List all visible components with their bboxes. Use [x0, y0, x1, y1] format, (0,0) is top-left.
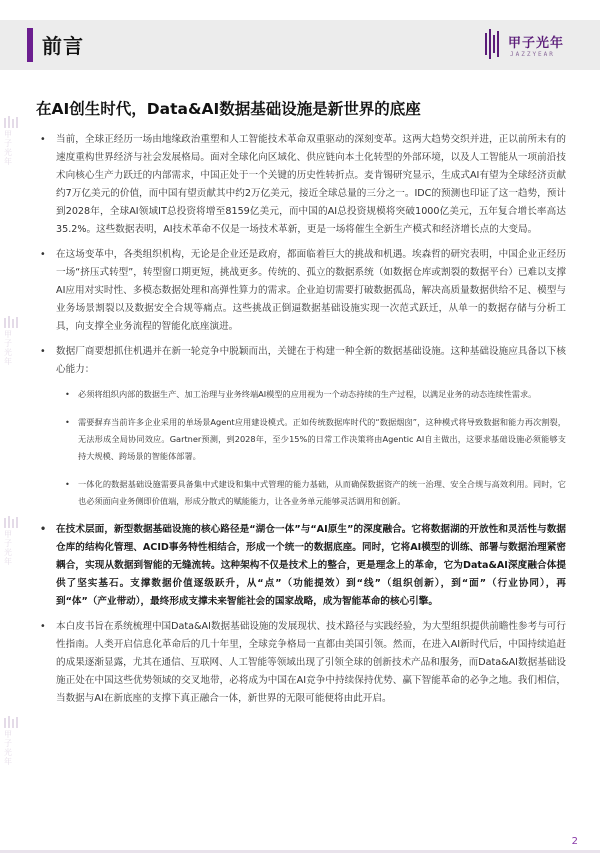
paragraph-text: 当前，全球正经历一场由地缘政治重塑和人工智能技术革命双重驱动的深刻变革。这两大趋势交织并进，正以前所未有的速度重构世界经济与社会发展格局。面对全球化向区域化、供应链向本土化转型的外部环境，以及人工智能从一项前沿技术向核心生产力跃迁的内部需求，中国正处于一个关键的历史性转折点。麦肯锡研究显示，生成式AI有望为全球经济贡献约7万亿美元的价值，而中国有望贡献其中约2万亿美元，接近全球总量的三分之一。IDC的预测也印证了这一趋势，预计到2028年，全球AI领域IT总投资将增至8159亿美元，而中国的AI总投资规模将突破1000亿美元，五年复合增长率高达35.2%。这些数据表明，AI技术革命不仅是一场技术革新，更是一场将催生全新生产模式和经济增长点的大变局。 — [56, 134, 566, 235]
bullet-marker: • — [40, 134, 46, 145]
side-watermark — [0, 730, 22, 770]
paragraph-text: 在这场变革中，各类组织机构，无论是企业还是政府，都面临着巨大的挑战和机遇。埃森哲的研究表明，中国企业正经历一场“挤压式转型”，转型窗口期更短，挑战更多。传统的、孤立的数据系统（如数据仓库或割裂的数据平台）已难以支撑AI应用对实时性、多模态数据处理和高弹性算力的需求。企业迫切需要打破数据孤岛，解决高质量数据供给不足、模型与业务场景割裂以及数据安全合规等痛点。这些挑战正倒逼数据基础设施实现一次范式跃迁，从单一的数据存储与分析工具，向支撑全业务流程的智能化底座演进。 — [56, 249, 566, 332]
page-title: 前言 — [42, 34, 84, 58]
sub-point-text: 必须将组织内部的数据生产、加工治理与业务终端AI模型的应用视为一个动态持续的生产过程，以满足业务的动态连续性需求。 — [78, 389, 537, 399]
watermark-text: 甲子光年 — [4, 530, 12, 566]
logo-text: 甲子光年 — [508, 36, 565, 51]
watermark-text: 甲子光年 — [4, 730, 12, 766]
sub-point-2 — [36, 414, 566, 465]
watermark-mark-icon — [3, 516, 19, 528]
watermark-text: 甲子光年 — [4, 130, 12, 166]
bullet-marker: • — [40, 346, 46, 357]
paragraph-text: 数据厂商要想抓住机遇并在新一轮竞争中脱颖而出，关键在于构建一种全新的数据基础设施。这种基础设施应具备以下核心能力： — [56, 346, 566, 375]
paragraph-1 — [36, 131, 566, 239]
sub-bullet-marker: • — [65, 389, 70, 399]
sub-bullet-marker: • — [65, 479, 70, 489]
sub-point-text: 一体化的数据基础设施需要具备集中式建设和集中式管理的能力基础，从而确保数据资产的统一治理、安全合规与高效利用。同时，它也必须面向业务侧即价值端，形成分散式的赋能能力，让各业务单元能够灵活调用和创新。 — [78, 479, 566, 506]
watermark-mark-icon — [3, 316, 19, 328]
watermark-mark-icon — [3, 716, 19, 728]
sub-bullet-marker: • — [65, 417, 70, 427]
side-watermark — [0, 130, 22, 170]
paragraph-technical — [36, 521, 566, 611]
watermark-mark-icon — [3, 116, 19, 128]
logo-mark-icon — [484, 29, 502, 59]
paragraph-2 — [36, 246, 566, 336]
bullet-marker: • — [40, 621, 46, 632]
paragraph-3 — [36, 343, 566, 379]
bullet-marker: • — [40, 524, 47, 535]
sub-point-1 — [36, 386, 566, 403]
sub-point-3 — [36, 476, 566, 510]
paragraph-closing — [36, 618, 566, 708]
watermark-text: 甲子光年 — [4, 330, 12, 366]
paragraph-text: 本白皮书旨在系统梳理中国Data&AI数据基础设施的发展现状、技术路径与实践经验，为大型组织提供前瞻性参考与可行性指南。人类开启信息化革命后的几十年里，全球竞争格局一直都由美国引领。然而，在进入AI新时代后，中国持续追赶的成果逐渐显露，尤其在通信、互联网、人工智能等领域出现了引领全球的创新技术产品和服务，而Data&AI数据基础设施正处在中国这些优势领域的交叉地带，必将成为中国在AI竞争中持续保持优势、赢下智能革命的必争之地。我们相信，当数据与AI在新底座的支撑下真正融合一体，新世界的无限可能便将由此开启。 — [56, 621, 566, 704]
page-number: 2 — [571, 836, 578, 847]
bullet-marker: • — [40, 249, 46, 260]
footer-line — [0, 850, 600, 853]
side-watermark — [0, 530, 22, 570]
section-heading: 在AI创生时代，Data&AI数据基础设施是新世界的底座 — [36, 100, 421, 118]
sub-point-text: 需要摒弃当前许多企业采用的单场景Agent应用建设模式。正如传统数据库时代的“数据烟囱”，这种模式将导致数据和能力再次割裂，无法形成全局协同效应。Gartner预测，到2028年，至少15%的日常工作决策将由Agentic AI自主做出，这要求基础设施必须能够支持大规模、跨场景的智能体部署。 — [78, 417, 566, 461]
side-watermark — [0, 330, 22, 370]
header-accent-bar — [27, 28, 33, 62]
paragraph-text: 在技术层面，新型数据基础设施的核心路径是“湖仓一体”与“AI原生”的深度融合。它将数据湖的开放性和灵活性与数据仓库的结构化管理、ACID事务特性相结合，形成一个统一的数据底座。同时，它将AI模型的训练、部署与数据治理紧密耦合，实现从数据到智能的无缝流转。这种架构不仅是技术上的整合，更是理念上的革命，它为Data&AI深度融合体提供了坚实基石。支撑数据价值逐级跃升，从“点”（功能提效）到“线”（组织创新），到“面”（行业协同），再到“体”（产业带动），最终形成支撑未来智能社会的国家战略，成为智能革命的核心引擎。 — [56, 524, 566, 607]
brand-logo — [484, 27, 584, 67]
body-content — [36, 131, 566, 715]
logo-subtext: JAZZYEAR — [510, 51, 555, 58]
